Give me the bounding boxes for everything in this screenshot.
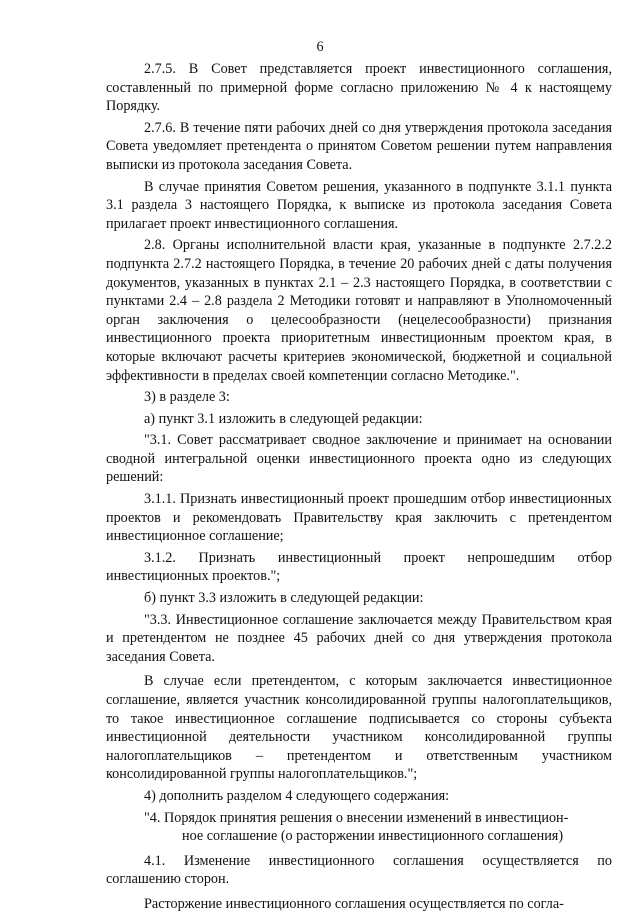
paragraph-item-4: 4) дополнить разделом 4 следующего содержания: bbox=[144, 787, 450, 804]
paragraph-termination: Расторжение инвестиционного соглашения осуществляется по согла- bbox=[144, 895, 564, 912]
paragraph-3-1-1: 3.1.1. Признать инвестиционный проект прошедшим отбор инвестиционных проектов и рекомендовать Правительству края заключить с претендентом инвестиционное соглашение; bbox=[106, 491, 612, 545]
paragraph-3-1: "3.1. Совет рассматривает сводное заключение и принимает на основании сводной интегральной оценки инвестиционного проекта одно из следующих решений: bbox=[106, 432, 612, 486]
paragraph-3-3: "3.3. Инвестиционное соглашение заключается между Правительством края и претендентом не позднее 45 рабочих дней со дня утверждения протокола заседания Совета. bbox=[106, 611, 612, 665]
paragraph-item-b: б) пункт 3.3 изложить в следующей редакции: bbox=[144, 590, 424, 607]
section-4-heading-line-1: "4. Порядок принятия решения о внесении изменений в инвестицион- bbox=[144, 809, 569, 826]
paragraph-section-3-intro: 3) в разделе 3: bbox=[144, 389, 230, 406]
paragraph-4-1: 4.1. Изменение инвестиционного соглашения осуществляется по соглашению сторон. bbox=[106, 852, 612, 888]
document-body bbox=[106, 60, 612, 914]
paragraph-2-8: 2.8. Органы исполнительной власти края, указанные в подпункте 2.7.2.2 подпункта 2.7.2 настоящего Порядка, в течение 20 рабочих дней с даты получения документов, указанных в пунктах 2.1 – 2.3 настоящего Порядка, в соответствии с пунктами 2.4 – 2.8 раздела 2 Методики готовят и направляют в Уполномоченный орган заключения о целесообразности (нецелесообразности) признания инвестиционного проекта приоритетным инвестиционным проектом края, в которые включают расчеты критериев экономической, бюджетной и социальной эффективности в пределах своей компетенции согласно Методике.". bbox=[106, 237, 612, 384]
paragraph-3-1-2: 3.1.2. Признать инвестиционный проект непрошедшим отбор инвестиционных проектов."; bbox=[106, 549, 612, 585]
section-4-heading bbox=[144, 809, 612, 846]
paragraph-2-7-5: 2.7.5. В Совет представляется проект инвестиционного соглашения, составленный по примерной форме согласно приложению № 4 к настоящему Порядку. bbox=[106, 61, 612, 115]
paragraph-consolidated-group: В случае если претендентом, с которым заключается инвестиционное соглашение, является участник консолидированной группы налогоплательщиков, то такое инвестиционное соглашение подписывается со стороны субъекта инвестиционной деятельности участником консолидированной группы налогоплательщиков – претендентом и ответственным участником консолидированной группы налогоплательщиков."; bbox=[106, 673, 612, 783]
paragraph-2-7-6: 2.7.6. В течение пяти рабочих дней со дня утверждения протокола заседания Совета уведомляет претендента о принятом Советом решении путем направления выписки из протокола заседания Совета. bbox=[106, 119, 612, 173]
paragraph-decision-case: В случае принятия Советом решения, указанного в подпункте 3.1.1 пункта 3.1 раздела 3 настоящего Порядка, к выписке из протокола заседания Совета прилагает проект инвестиционного соглашения. bbox=[106, 178, 612, 232]
paragraph-item-a: а) пункт 3.1 изложить в следующей редакции: bbox=[144, 410, 423, 427]
section-4-heading-line-2: ное соглашение (о расторжении инвестиционного соглашения) bbox=[182, 828, 564, 845]
page-number: 6 bbox=[316, 39, 324, 55]
